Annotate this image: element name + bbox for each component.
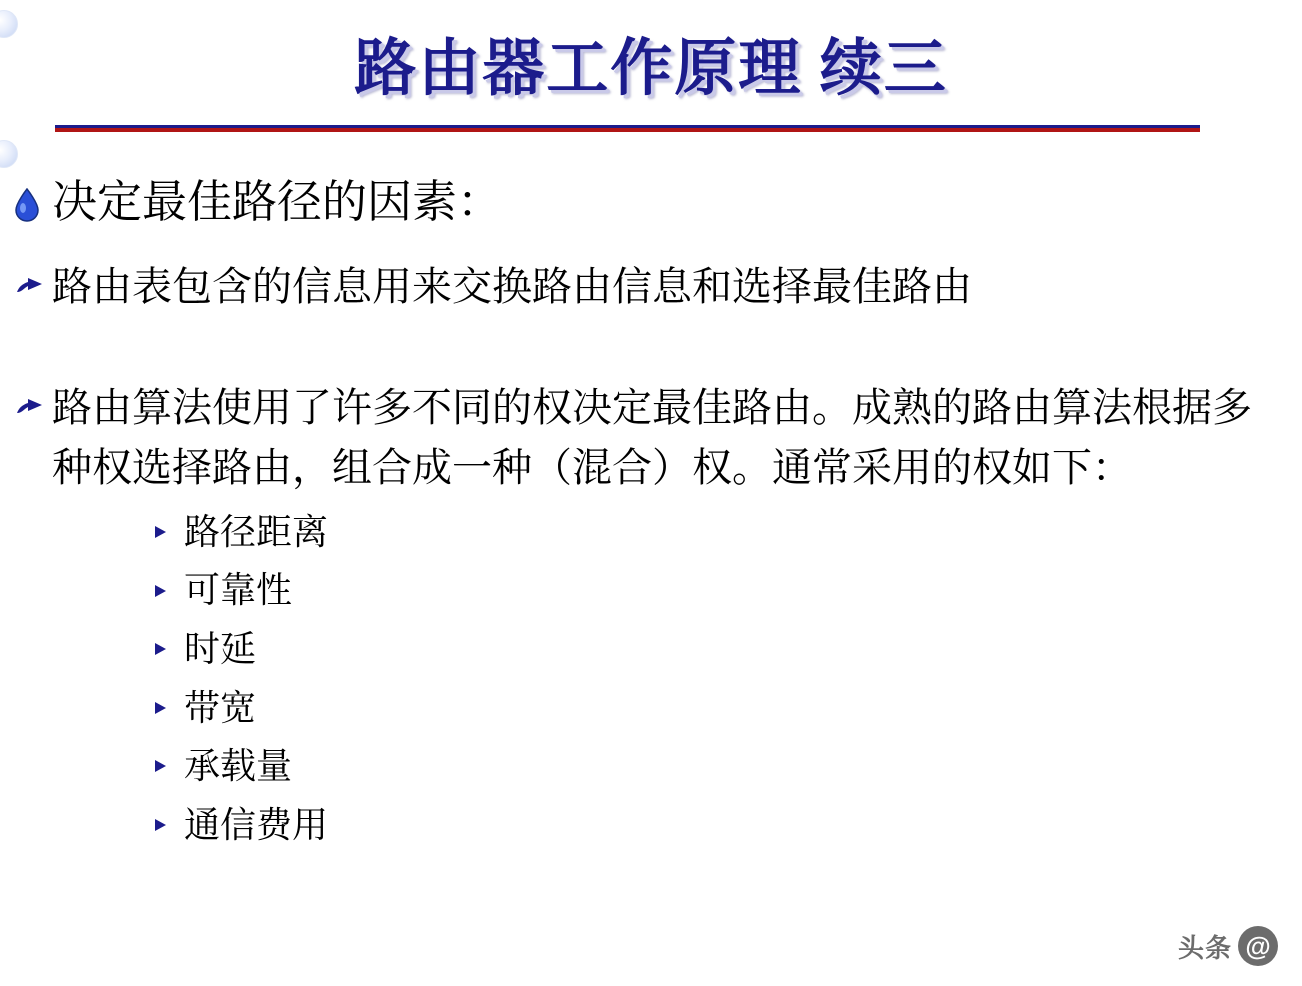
arrow-right-icon <box>16 274 44 300</box>
triangle-right-icon <box>150 698 170 718</box>
list-item <box>150 684 1302 733</box>
triangle-right-icon <box>150 756 170 776</box>
arrow-right-icon <box>16 395 44 421</box>
triangle-right-icon <box>150 522 170 542</box>
list-item <box>150 508 1302 557</box>
bullet-text: 路由算法使用了许多不同的权决定最佳路由。成熟的路由算法根据多种权选择路由，组合成一种（混合）权。通常采用的权如下： <box>52 386 1252 490</box>
bullet-row-1 <box>16 258 1302 317</box>
bullet-row-2 <box>16 379 1302 497</box>
list-item <box>150 566 1302 615</box>
at-symbol-icon: @ <box>1238 926 1278 966</box>
list-item <box>150 801 1302 850</box>
triangle-right-icon <box>150 581 170 601</box>
triangle-right-icon <box>150 639 170 659</box>
sub-bullet-list <box>150 508 1302 850</box>
triangle-right-icon <box>150 815 170 835</box>
list-item <box>150 625 1302 674</box>
list-item-label: 通信费用 <box>184 803 329 845</box>
title-divider <box>55 128 1200 132</box>
page-title: 路由器工作原理 续三 <box>354 35 948 103</box>
list-item-label: 带宽 <box>184 686 257 728</box>
slide-body <box>0 160 1302 849</box>
list-item-label: 路径距离 <box>184 510 329 552</box>
watermark-text: 头条 <box>1177 932 1232 963</box>
list-item-label: 时延 <box>184 628 257 669</box>
list-item-label: 可靠性 <box>184 569 293 611</box>
bullet-text: 路由表包含的信息用来交换路由信息和选择最佳路由 <box>52 265 972 310</box>
watermark <box>1178 926 1278 966</box>
water-drop-icon <box>14 188 40 222</box>
list-item-label: 承载量 <box>184 745 293 787</box>
heading-row <box>14 160 1302 230</box>
list-item <box>150 742 1302 791</box>
slide-title-area <box>0 18 1302 107</box>
heading-text: 决定最佳路径的因素： <box>52 176 503 227</box>
